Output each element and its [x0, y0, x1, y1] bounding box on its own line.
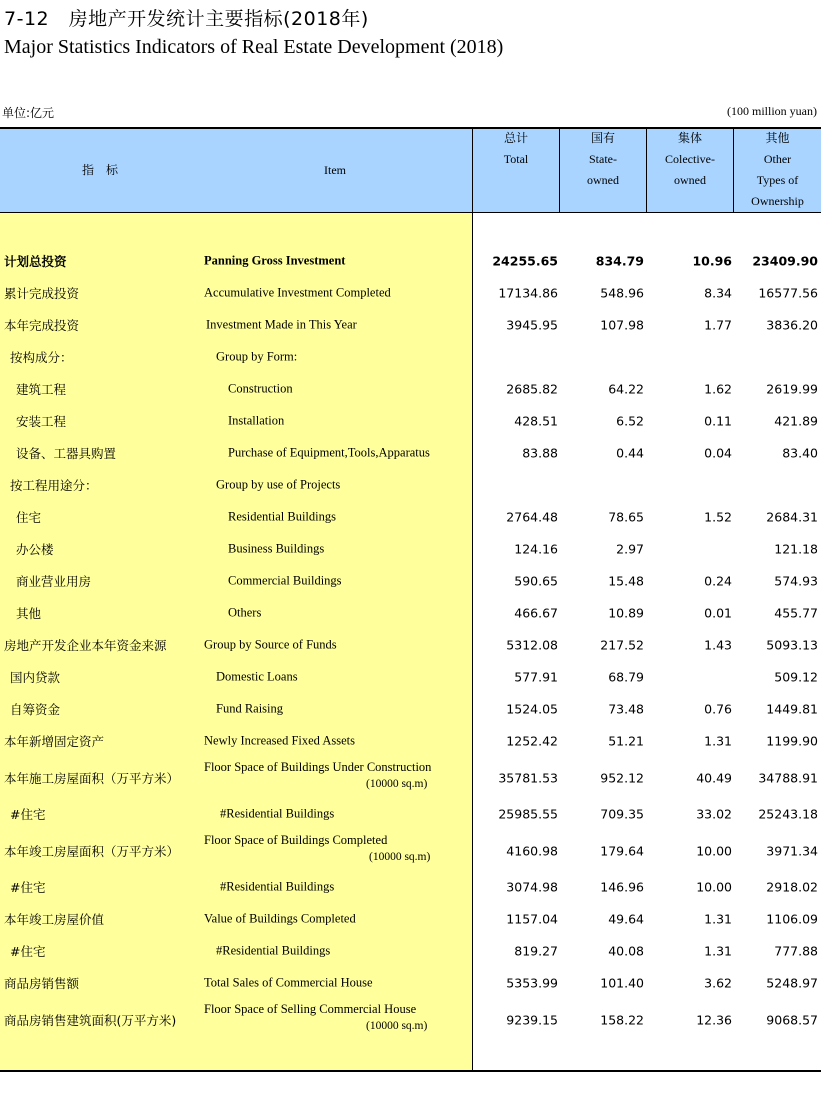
row-label-cn: 计划总投资 [4, 254, 67, 269]
table-row [0, 725, 821, 757]
table-row [0, 871, 821, 903]
row-label-en: Construction [228, 381, 293, 396]
row-label-cn: 本年竣工房屋价值 [4, 912, 105, 927]
header-state-en1: State- [589, 152, 617, 166]
header-total-en: Total [503, 152, 529, 166]
header-total [473, 128, 559, 170]
cell-total: 5312.08 [506, 637, 558, 653]
row-label-en: Group by Form: [216, 349, 298, 364]
cell-collective-owned: 8.34 [704, 285, 732, 301]
cell-state-owned: 15.48 [608, 573, 644, 589]
row-label-en: Others [228, 605, 262, 620]
cell-other-ownership: 509.12 [774, 669, 818, 685]
table-row [0, 277, 821, 309]
header-collective-en2: owned [674, 173, 706, 187]
cell-collective-owned: 40.49 [696, 770, 732, 786]
header-collective-owned [647, 128, 733, 191]
table-bottom-rule [0, 1070, 821, 1072]
row-label-cn: #住宅 [10, 880, 46, 895]
unit-label-cn: 单位:亿元 [2, 106, 55, 120]
cell-state-owned: 158.22 [600, 1012, 644, 1028]
cell-state-owned: 51.21 [608, 733, 644, 749]
row-label-cn: 安装工程 [16, 414, 67, 429]
cell-state-owned: 179.64 [600, 843, 644, 859]
header-state-cn: 国有 [590, 131, 615, 145]
table-row [0, 935, 821, 967]
cell-other-ownership: 5093.13 [766, 637, 818, 653]
row-label-en: Group by Source of Funds [204, 637, 337, 652]
cell-collective-owned: 0.24 [704, 573, 732, 589]
row-label-en: #Residential Buildings [220, 879, 335, 894]
row-label-en: Newly Increased Fixed Assets [204, 733, 356, 748]
cell-collective-owned: 0.01 [704, 605, 732, 621]
row-label-en: #Residential Buildings [220, 806, 335, 821]
header-other-en2: Types of [756, 173, 799, 187]
cell-state-owned: 10.89 [608, 605, 644, 621]
cell-collective-owned: 1.31 [704, 943, 732, 959]
row-label-en: #Residential Buildings [216, 943, 331, 958]
cell-other-ownership: 1106.09 [766, 911, 818, 927]
table-row [0, 597, 821, 629]
cell-collective-owned: 1.52 [704, 509, 732, 525]
row-label-cn: 房地产开发企业本年资金来源 [4, 638, 167, 653]
row-label-cn: 本年竣工房屋面积（万平方米） [4, 844, 180, 859]
cell-total: 1524.05 [506, 701, 558, 717]
row-label-cn: 商业营业用房 [16, 574, 92, 589]
cell-other-ownership: 83.40 [782, 445, 818, 461]
cell-state-owned: 2.97 [616, 541, 644, 557]
cell-total: 35781.53 [498, 770, 558, 786]
row-label-cn: 按工程用途分： [10, 478, 98, 493]
header-state-owned [560, 128, 646, 191]
table-row [0, 903, 821, 935]
cell-total: 17134.86 [498, 285, 558, 301]
cell-state-owned: 709.35 [600, 806, 644, 822]
cell-other-ownership: 3836.20 [766, 317, 818, 333]
header-other-en1: Other [763, 152, 792, 166]
header-collective-cn: 集体 [677, 131, 702, 145]
row-label-cn: 本年完成投资 [4, 318, 80, 333]
cell-collective-owned: 10.00 [696, 843, 732, 859]
page-title-cn: 7-12 房地产开发统计主要指标(2018年) [4, 8, 369, 30]
cell-collective-owned: 0.11 [704, 413, 732, 429]
cell-total: 124.16 [514, 541, 558, 557]
table-row [0, 999, 821, 1041]
row-label-cn: 本年新增固定资产 [4, 734, 105, 749]
table-row [0, 533, 821, 565]
row-label-cn: 国内贷款 [10, 670, 61, 685]
row-label-en: Floor Space of Selling Commercial House [204, 1002, 417, 1016]
row-label-en: Accumulative Investment Completed [204, 285, 391, 300]
header-collective-en1: Colective- [665, 152, 715, 166]
cell-other-ownership: 5248.97 [766, 975, 818, 991]
cell-other-ownership: 455.77 [774, 605, 818, 621]
row-label-cn: 累计完成投资 [4, 286, 80, 301]
row-label-cn: 本年施工房屋面积（万平方米） [4, 771, 180, 786]
table-row [0, 830, 821, 872]
row-unit-en: (10000 sq.m) [366, 1020, 428, 1032]
cell-collective-owned: 1.43 [704, 637, 732, 653]
header-other-cn: 其他 [765, 131, 790, 145]
row-label-en: Total Sales of Commercial House [204, 975, 373, 990]
cell-collective-owned: 1.31 [704, 911, 732, 927]
cell-state-owned: 101.40 [600, 975, 644, 991]
cell-total: 1157.04 [506, 911, 558, 927]
cell-total: 590.65 [514, 573, 558, 589]
cell-collective-owned: 10.00 [696, 879, 732, 895]
cell-collective-owned: 1.62 [704, 381, 732, 397]
cell-total: 25985.55 [498, 806, 558, 822]
cell-state-owned: 548.96 [600, 285, 644, 301]
cell-total: 2685.82 [506, 381, 558, 397]
cell-other-ownership: 421.89 [774, 413, 818, 429]
cell-other-ownership: 16577.56 [758, 285, 818, 301]
cell-other-ownership: 23409.90 [752, 253, 818, 269]
row-unit-en: (10000 sq.m) [369, 851, 431, 863]
row-label-cn: 自筹资金 [10, 702, 61, 717]
header-state-en2: owned [587, 173, 619, 187]
row-label-en: Purchase of Equipment,Tools,Apparatus [228, 445, 430, 460]
cell-state-owned: 834.79 [595, 253, 644, 269]
row-label-cn: 建筑工程 [16, 382, 67, 397]
row-label-cn: 商品房销售额 [4, 976, 80, 991]
cell-total: 83.88 [522, 445, 558, 461]
row-label-cn: 住宅 [16, 510, 42, 525]
row-label-en: Investment Made in This Year [206, 317, 357, 332]
cell-state-owned: 78.65 [608, 509, 644, 525]
unit-label-en: (100 million yuan) [727, 104, 817, 118]
cell-other-ownership: 777.88 [774, 943, 818, 959]
row-label-en: Commercial Buildings [228, 573, 342, 588]
cell-other-ownership: 25243.18 [758, 806, 818, 822]
row-label-cn: #住宅 [10, 807, 46, 822]
cell-total: 819.27 [514, 943, 558, 959]
cell-other-ownership: 2918.02 [766, 879, 818, 895]
table-row [0, 798, 821, 830]
cell-other-ownership: 1449.81 [766, 701, 818, 717]
table-row [0, 469, 821, 501]
cell-collective-owned: 1.31 [704, 733, 732, 749]
row-label-en: Value of Buildings Completed [204, 911, 356, 926]
cell-state-owned: 68.79 [608, 669, 644, 685]
cell-other-ownership: 34788.91 [758, 770, 818, 786]
cell-other-ownership: 574.93 [774, 573, 818, 589]
cell-total: 2764.48 [506, 509, 558, 525]
table-row [0, 405, 821, 437]
cell-state-owned: 73.48 [608, 701, 644, 717]
cell-total: 1252.42 [506, 733, 558, 749]
cell-total: 5353.99 [506, 975, 558, 991]
row-label-cn: 设备、工器具购置 [16, 446, 117, 461]
cell-total: 24255.65 [492, 253, 558, 269]
cell-total: 3945.95 [506, 317, 558, 333]
cell-state-owned: 217.52 [600, 637, 644, 653]
row-label-en: Fund Raising [216, 701, 284, 716]
row-label-en: Floor Space of Buildings Under Construction [204, 760, 432, 774]
row-label-en: Business Buildings [228, 541, 325, 556]
row-label-cn: 商品房销售建筑面积(万平方米) [4, 1013, 177, 1028]
cell-other-ownership: 3971.34 [766, 843, 818, 859]
header-item-en: Item [324, 163, 346, 177]
table-row [0, 437, 821, 469]
cell-collective-owned: 10.96 [692, 253, 732, 269]
row-label-cn: 按构成分： [10, 350, 73, 365]
cell-state-owned: 952.12 [600, 770, 644, 786]
cell-collective-owned: 0.76 [704, 701, 732, 717]
table-row [0, 757, 821, 799]
header-indicator-cn: 指 标 [81, 163, 118, 177]
cell-total: 466.67 [514, 605, 558, 621]
row-label-cn: #住宅 [10, 944, 46, 959]
cell-state-owned: 64.22 [608, 381, 644, 397]
table-row [0, 245, 821, 277]
cell-state-owned: 40.08 [608, 943, 644, 959]
row-label-cn: 其他 [16, 606, 42, 621]
cell-total: 9239.15 [506, 1012, 558, 1028]
table-row [0, 661, 821, 693]
cell-total: 3074.98 [506, 879, 558, 895]
cell-other-ownership: 9068.57 [766, 1012, 818, 1028]
cell-other-ownership: 1199.90 [766, 733, 818, 749]
cell-total: 428.51 [514, 413, 558, 429]
cell-state-owned: 6.52 [616, 413, 644, 429]
row-label-en: Floor Space of Buildings Completed [204, 833, 388, 847]
cell-state-owned: 146.96 [600, 879, 644, 895]
table-row [0, 341, 821, 373]
table-row [0, 693, 821, 725]
row-label-en: Residential Buildings [228, 509, 336, 524]
row-label-en: Panning Gross Investment [204, 253, 346, 268]
table-row [0, 309, 821, 341]
cell-other-ownership: 121.18 [774, 541, 818, 557]
cell-other-ownership: 2684.31 [766, 509, 818, 525]
table-row [0, 967, 821, 999]
header-other-en3: Ownership [751, 194, 804, 208]
cell-collective-owned: 1.77 [704, 317, 732, 333]
page-title-en: Major Statistics Indicators of Real Estate Development (2018) [4, 36, 504, 58]
cell-total: 577.91 [514, 669, 558, 685]
table-row [0, 565, 821, 597]
cell-collective-owned: 33.02 [696, 806, 732, 822]
row-label-en: Group by use of Projects [216, 477, 341, 492]
cell-total: 4160.98 [506, 843, 558, 859]
table-row [0, 501, 821, 533]
table-row [0, 629, 821, 661]
cell-other-ownership: 2619.99 [766, 381, 818, 397]
cell-state-owned: 107.98 [600, 317, 644, 333]
cell-collective-owned: 3.62 [704, 975, 732, 991]
table-row [0, 373, 821, 405]
header-total-cn: 总计 [503, 131, 528, 145]
row-label-en: Installation [228, 413, 285, 428]
cell-collective-owned: 0.04 [704, 445, 732, 461]
row-label-en: Domestic Loans [216, 669, 298, 684]
row-label-cn: 办公楼 [16, 542, 54, 557]
cell-state-owned: 49.64 [608, 911, 644, 927]
cell-state-owned: 0.44 [616, 445, 644, 461]
header-other-ownership [734, 128, 821, 212]
cell-collective-owned: 12.36 [696, 1012, 732, 1028]
row-unit-en: (10000 sq.m) [366, 778, 428, 790]
